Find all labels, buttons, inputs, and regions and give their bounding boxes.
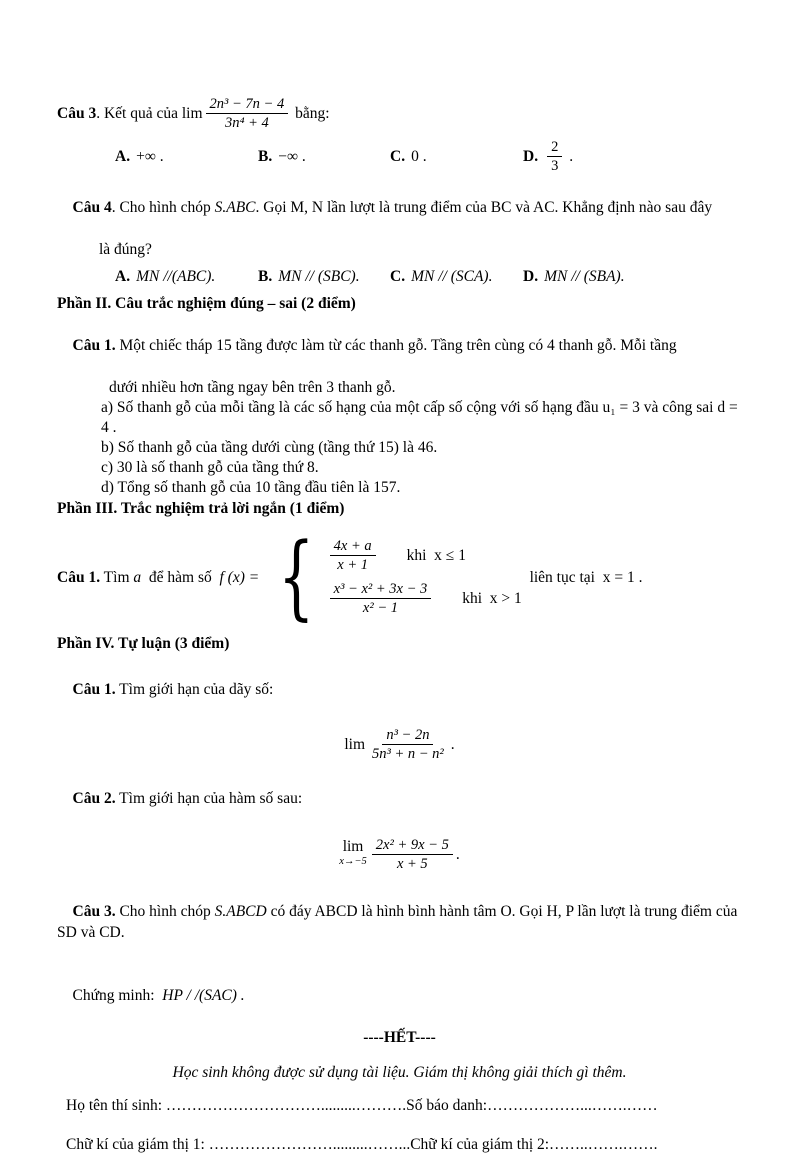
option-a-text: +∞ . xyxy=(136,148,164,165)
question-4-line1 xyxy=(57,176,742,239)
question-text: Tìm xyxy=(100,568,134,586)
question-text-cont: có đáy ABCD là hình bình hành tâm O. Gọi H, P lần lượt là trung điểm của SD và CD. xyxy=(57,903,742,941)
proctor-signature-field: Chữ kí của giám thị 1: …………………….........……...Chữ kí của giám thị 2:……..…….……. xyxy=(66,1136,658,1153)
fraction-denominator: 3 xyxy=(551,158,559,174)
fraction-numerator: 2 xyxy=(547,139,562,157)
part-4-question-2-label: Câu 2. xyxy=(72,790,116,807)
statement-d: d) Tổng số thanh gỗ của 10 tầng đầu tiên là 157. xyxy=(101,479,401,496)
fraction-denominator: x + 1 xyxy=(337,557,368,573)
part-3-question-1 xyxy=(57,523,742,630)
question-3-options xyxy=(115,139,742,174)
question-3-label: Câu 3 xyxy=(57,105,97,122)
limit-fraction xyxy=(206,96,289,131)
variable-a: a xyxy=(133,568,142,586)
piecewise-brace: { xyxy=(278,523,315,630)
option-d xyxy=(523,266,625,287)
sequence-limit-formula xyxy=(57,723,742,765)
prove-label: Chứng minh: xyxy=(72,987,163,1004)
case-2-fraction xyxy=(330,581,432,616)
fraction-numerator: 2n³ − 7n − 4 xyxy=(206,96,289,114)
part-4-question-2-text: Tìm giới hạn của hàm số sau: xyxy=(115,790,303,807)
function-limit-formula xyxy=(57,830,742,878)
fraction-denominator: x² − 1 xyxy=(362,600,398,616)
function-notation: f (x) = xyxy=(219,568,264,586)
option-d-suffix: . xyxy=(565,148,574,165)
formula-period: . xyxy=(450,735,455,753)
part-3-question-1-label: Câu 1. xyxy=(57,568,101,586)
case-2-condition: khi x > 1 xyxy=(462,590,522,607)
option-c xyxy=(390,146,523,167)
part-4-question-3-label: Câu 3. xyxy=(72,903,116,920)
statement-a: a) Số thanh gỗ của mỗi tầng là các số hạng của một cấp số cộng với số hạng đầu u₁ = 3 và công sai d = 4 . xyxy=(101,399,738,436)
question-4-line2: là đúng? xyxy=(99,241,152,258)
question-4-text-cont: . Gọi M, N lần lượt là trung điểm của BC và AC. Khẳng định nào sau đây xyxy=(255,199,713,216)
option-a-label: A. xyxy=(115,268,131,285)
question-text: Cho hình chóp xyxy=(115,903,215,920)
option-a xyxy=(115,266,258,287)
question-3-suffix: bằng: xyxy=(291,105,330,122)
part-4-question-1-label: Câu 1. xyxy=(72,681,116,698)
part-3-heading: Phần III. Trắc nghiệm trả lời ngắn (1 điểm) xyxy=(57,500,345,517)
option-b xyxy=(258,266,390,287)
formula-period: . xyxy=(455,845,460,863)
limit-subscript: x→−5 xyxy=(339,856,367,867)
statement-c: c) 30 là số thanh gỗ của tầng thứ 8. xyxy=(101,459,319,476)
option-c xyxy=(390,266,523,287)
question-4-text: . Cho hình chóp xyxy=(111,199,215,216)
option-b-label: B. xyxy=(258,268,273,285)
part-2-question-1-line1 xyxy=(57,314,742,377)
option-a-label: A. xyxy=(115,148,131,165)
option-c-text: 0 . xyxy=(411,148,427,165)
option-d xyxy=(523,139,573,174)
continuity-text: liên tục tại x = 1 . xyxy=(521,568,643,586)
exam-note: Học sinh không được sử dụng tài liệu. Giám thị không giải thích gì thêm. xyxy=(172,1064,627,1081)
part-2-question-1-label: Câu 1. xyxy=(72,337,116,354)
option-a xyxy=(115,146,258,167)
solid-name: S.ABC xyxy=(214,199,256,216)
part-4-heading: Phần IV. Tự luận (3 điểm) xyxy=(57,635,230,652)
question-4-options xyxy=(115,266,742,287)
option-a-text: MN //(ABC). xyxy=(136,268,216,285)
fraction-numerator: x³ − x² + 3x − 3 xyxy=(330,581,432,599)
question-3-intro: . Kết quả của xyxy=(96,105,182,122)
option-b-text: MN // (SBC). xyxy=(278,268,360,285)
fraction-denominator: 3n⁴ + 4 xyxy=(224,115,269,131)
prove-statement: HP / /(SAC) . xyxy=(162,987,245,1004)
part-4-question-3-line1 xyxy=(57,880,742,964)
option-b xyxy=(258,146,390,167)
part-4-question-3-line2 xyxy=(57,964,742,1027)
option-c-text: MN // (SCA). xyxy=(411,268,493,285)
part-2-question-1-text: Một chiếc tháp 15 tầng được làm từ các thanh gỗ. Tầng trên cùng có 4 thanh gỗ. Mỗi tầng xyxy=(115,337,677,354)
part-4-question-2 xyxy=(57,767,742,830)
case-1 xyxy=(327,538,522,573)
option-b-label: B. xyxy=(258,148,273,165)
end-marker: ----HẾT---- xyxy=(363,1029,436,1046)
option-b-text: −∞ . xyxy=(278,148,306,165)
case-1-condition: khi x ≤ 1 xyxy=(406,547,466,564)
fraction-numerator: 2x² + 9x − 5 xyxy=(372,837,453,855)
solid-name: S.ABCD xyxy=(214,903,267,920)
case-2 xyxy=(327,581,522,616)
question-3 xyxy=(57,96,742,131)
fraction-numerator: n³ − 2n xyxy=(382,727,433,745)
fraction-denominator: x + 5 xyxy=(396,855,428,872)
limit-word: lim xyxy=(344,735,366,753)
option-c-label: C. xyxy=(390,148,406,165)
option-c-label: C. xyxy=(390,268,406,285)
student-name-field: Họ tên thí sinh: ………………………….........……….Số báo danh:………………...…….…… xyxy=(66,1097,658,1114)
limit-word: lim xyxy=(342,838,364,855)
part-4-question-1 xyxy=(57,658,742,721)
fraction-numerator: 4x + a xyxy=(330,538,376,556)
option-d-label: D. xyxy=(523,268,539,285)
option-d-fraction xyxy=(547,139,562,174)
statement-b: b) Số thanh gỗ của tầng dưới cùng (tầng thứ 15) là 46. xyxy=(101,439,438,456)
part-2-question-1-line2: dưới nhiều hơn tầng ngay bên trên 3 thanh gỗ. xyxy=(109,379,396,396)
limit-fraction xyxy=(368,727,448,762)
question-text-cont: để hàm số xyxy=(141,568,220,586)
part-2-heading: Phần II. Câu trắc nghiệm đúng – sai (2 điểm) xyxy=(57,295,356,312)
limit-fraction xyxy=(372,837,453,872)
limit-with-subscript xyxy=(339,839,367,869)
piecewise-cases xyxy=(327,538,522,616)
option-d-text: MN // (SBA). xyxy=(544,268,625,285)
limit-word: lim xyxy=(181,105,203,122)
case-1-fraction xyxy=(330,538,376,573)
question-4-label: Câu 4 xyxy=(72,199,112,216)
option-d-label: D. xyxy=(523,148,539,165)
fraction-denominator: 5n³ + n − n² xyxy=(372,745,444,762)
part-4-question-1-text: Tìm giới hạn của dãy số: xyxy=(115,681,274,698)
